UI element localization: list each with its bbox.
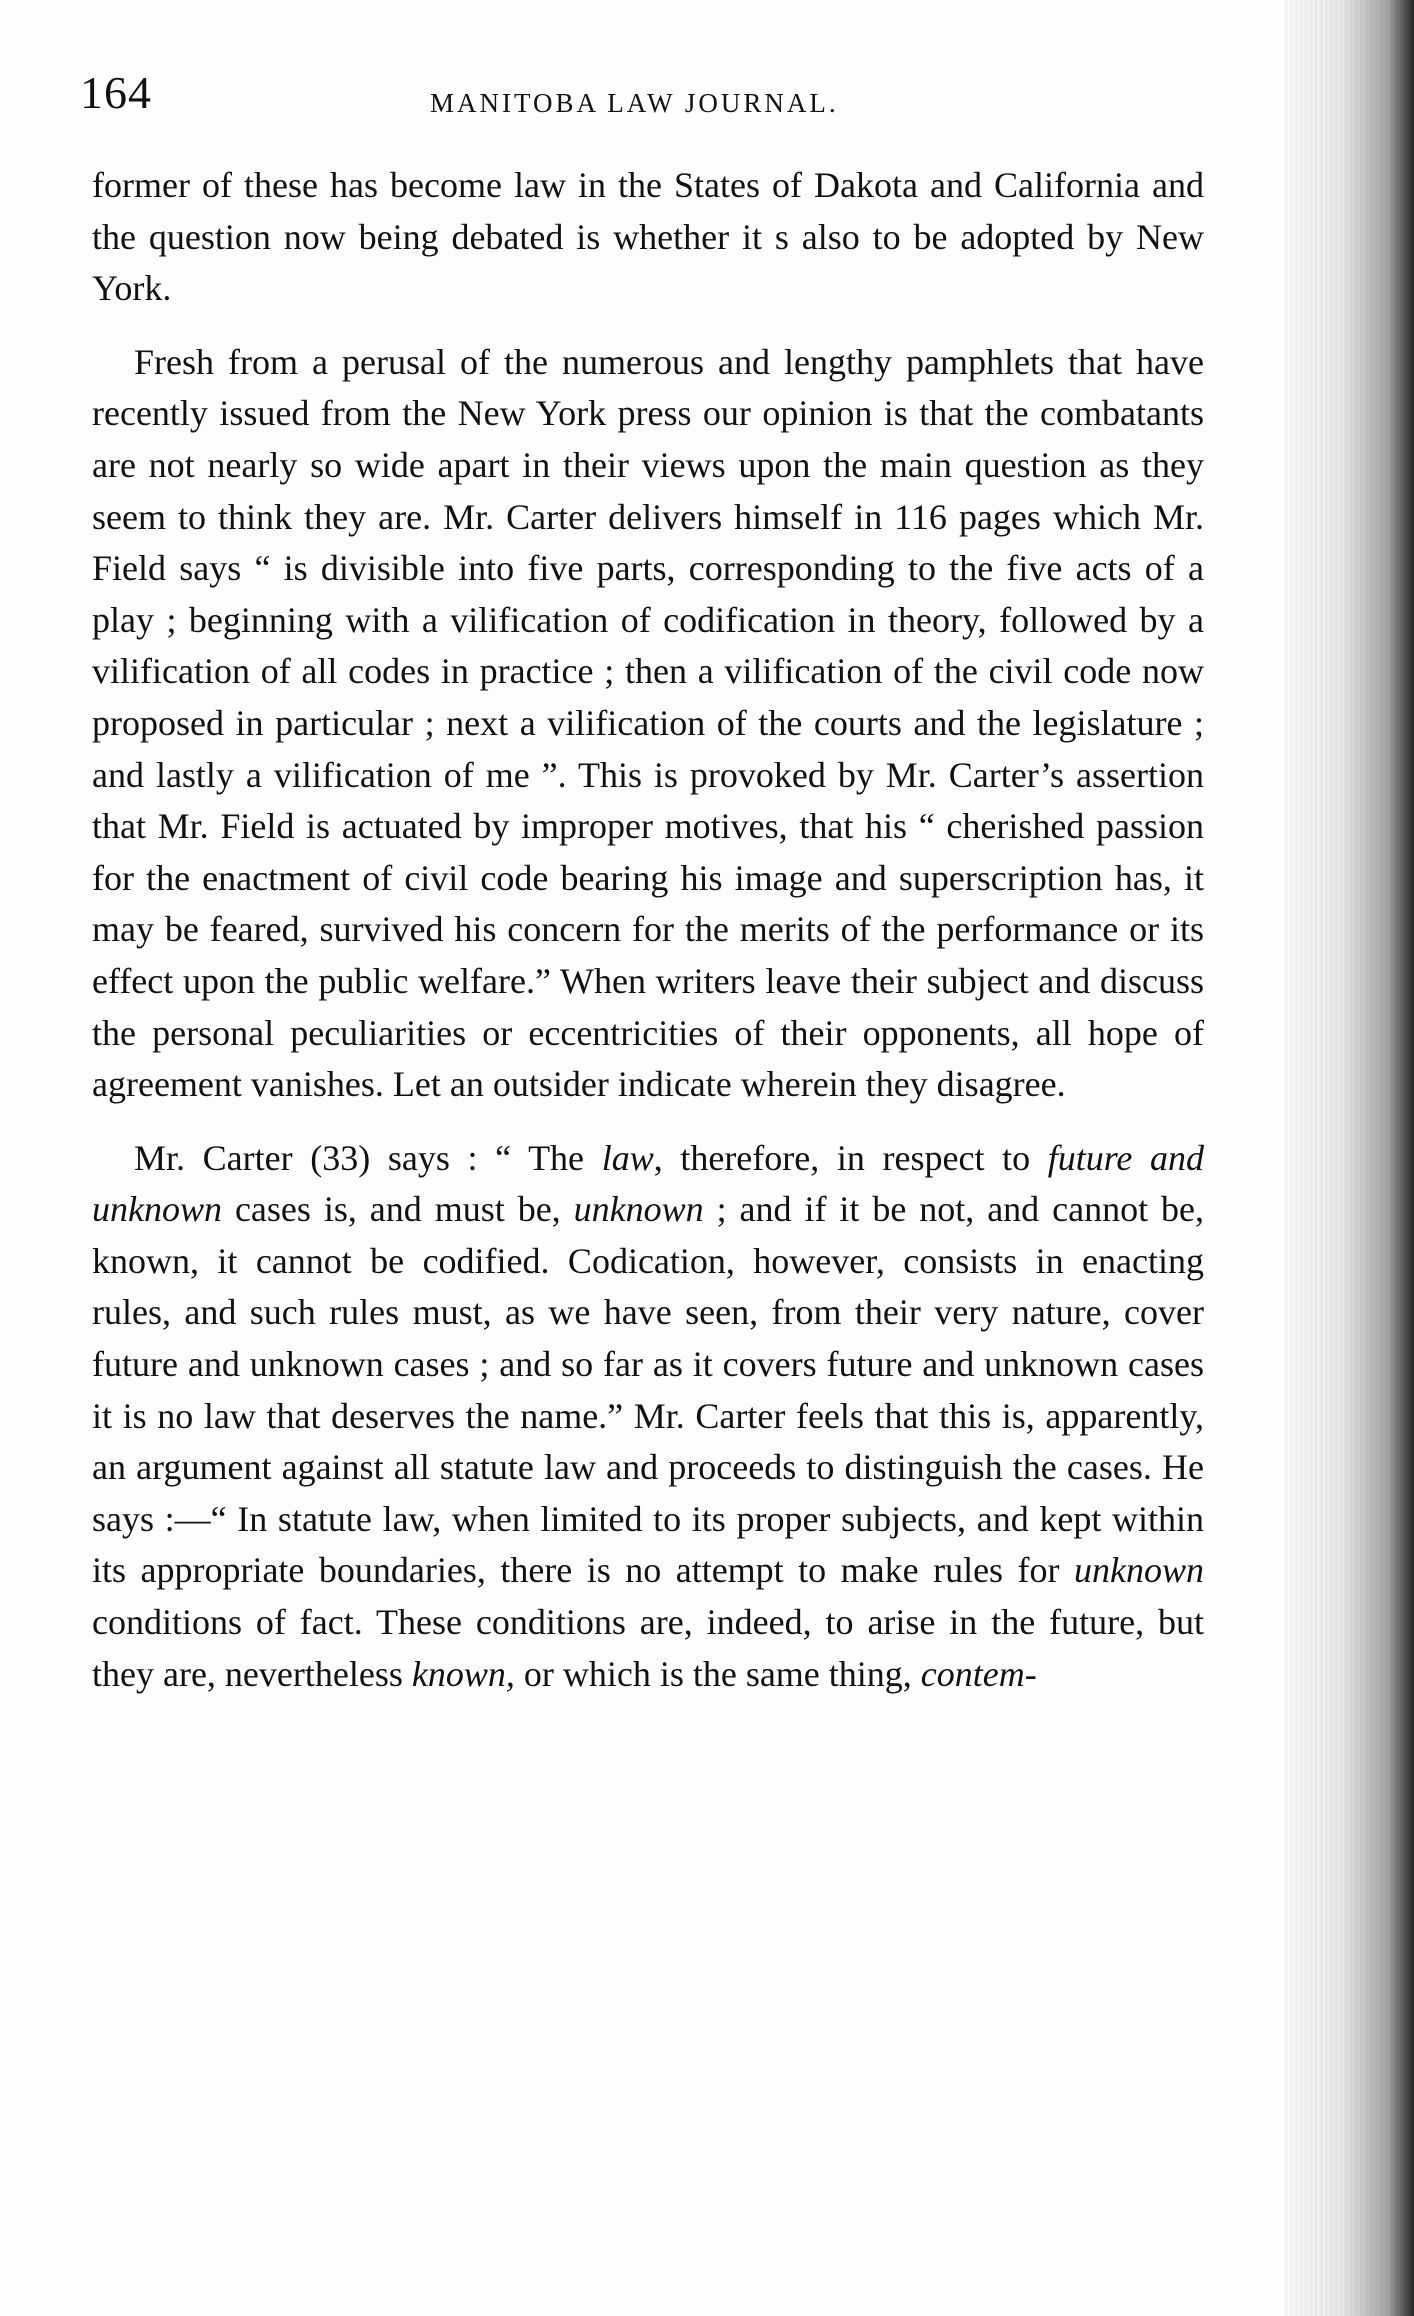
text-segment: cases is, and must be, — [222, 1189, 574, 1230]
text-segment: Fresh from a perusal of the numerous and lengthy pamphlets that have recently issued from the New York press our opinion is that the combatants are not nearly so wide apart in their views upon the main question as they seem to think they are. Mr. Carter delivers himself in 116 pages which Mr. Field says “ is divisible into five parts, corresponding to the five acts of a play ; beginning with a vilification of codification in theory, followed by a vilification of all codes in practice ; then a vilification of the civil code now proposed in particular ; next a vilification of the courts and the legislature ; and lastly a vilification of me ”. This is provoked by Mr. Carter’s assertion that Mr. Field is actuated by improper motives, that his “ cherished passion for the enactment of civil code bearing his image and superscription has, it may be feared, survived his concern for the merits of the performance or its effect upon the public welfare.” When writers leave their subject and discuss the personal peculiarities or eccentricities of their opponents, all hope of agreement vanishes. Let an outsider indicate wherein they disagree. — [92, 341, 1204, 1105]
italic-segment: unknown — [1074, 1550, 1204, 1591]
paragraph-pamphlets — [92, 337, 1204, 1111]
page-header — [80, 66, 1180, 126]
text-segment: or which is the same thing, — [514, 1653, 921, 1694]
italic-segment: unknown — [573, 1189, 704, 1230]
paragraph-continuation — [92, 160, 1204, 315]
page-body — [92, 160, 1204, 1722]
italic-segment: contem- — [920, 1653, 1037, 1694]
page-number: 164 — [80, 67, 152, 118]
binding-edge-shadow — [1284, 0, 1414, 2316]
text-segment: Mr. Carter (33) says : “ The — [134, 1137, 602, 1178]
italic-segment: law — [601, 1137, 654, 1178]
text-segment: conditions of fact. These conditions are, indeed, to arise in the future, but they are, nevertheless — [92, 1602, 1204, 1694]
running-head: MANITOBA LAW JOURNAL. — [430, 88, 839, 118]
italic-segment: future and unknown — [92, 1137, 1205, 1230]
italic-segment: known, — [411, 1653, 515, 1694]
text-segment: , therefore, in respect to — [653, 1137, 1048, 1178]
text-segment: former of these has become law in the States of Dakota and California and the question now being debated is whether it s also to be adopted by New York. — [92, 165, 1204, 309]
text-segment: ; and if it be not, and cannot be, known, it cannot be codified. Codication, however, consists in enacting rules, and such rules must, as we have seen, from their very nature, cover future and unknown cases ; and so far as it covers future and unknown cases it is no law that deserves the name.” Mr. Carter feels that this is, apparently, an argument against all statute law and proceeds to distinguish the cases. He says :—“ In statute law, when limited to its proper subjects, and kept within its appropriate boundaries, there is no attempt to make rules for — [92, 1189, 1205, 1591]
paragraph-carter-quote — [92, 1133, 1204, 1701]
